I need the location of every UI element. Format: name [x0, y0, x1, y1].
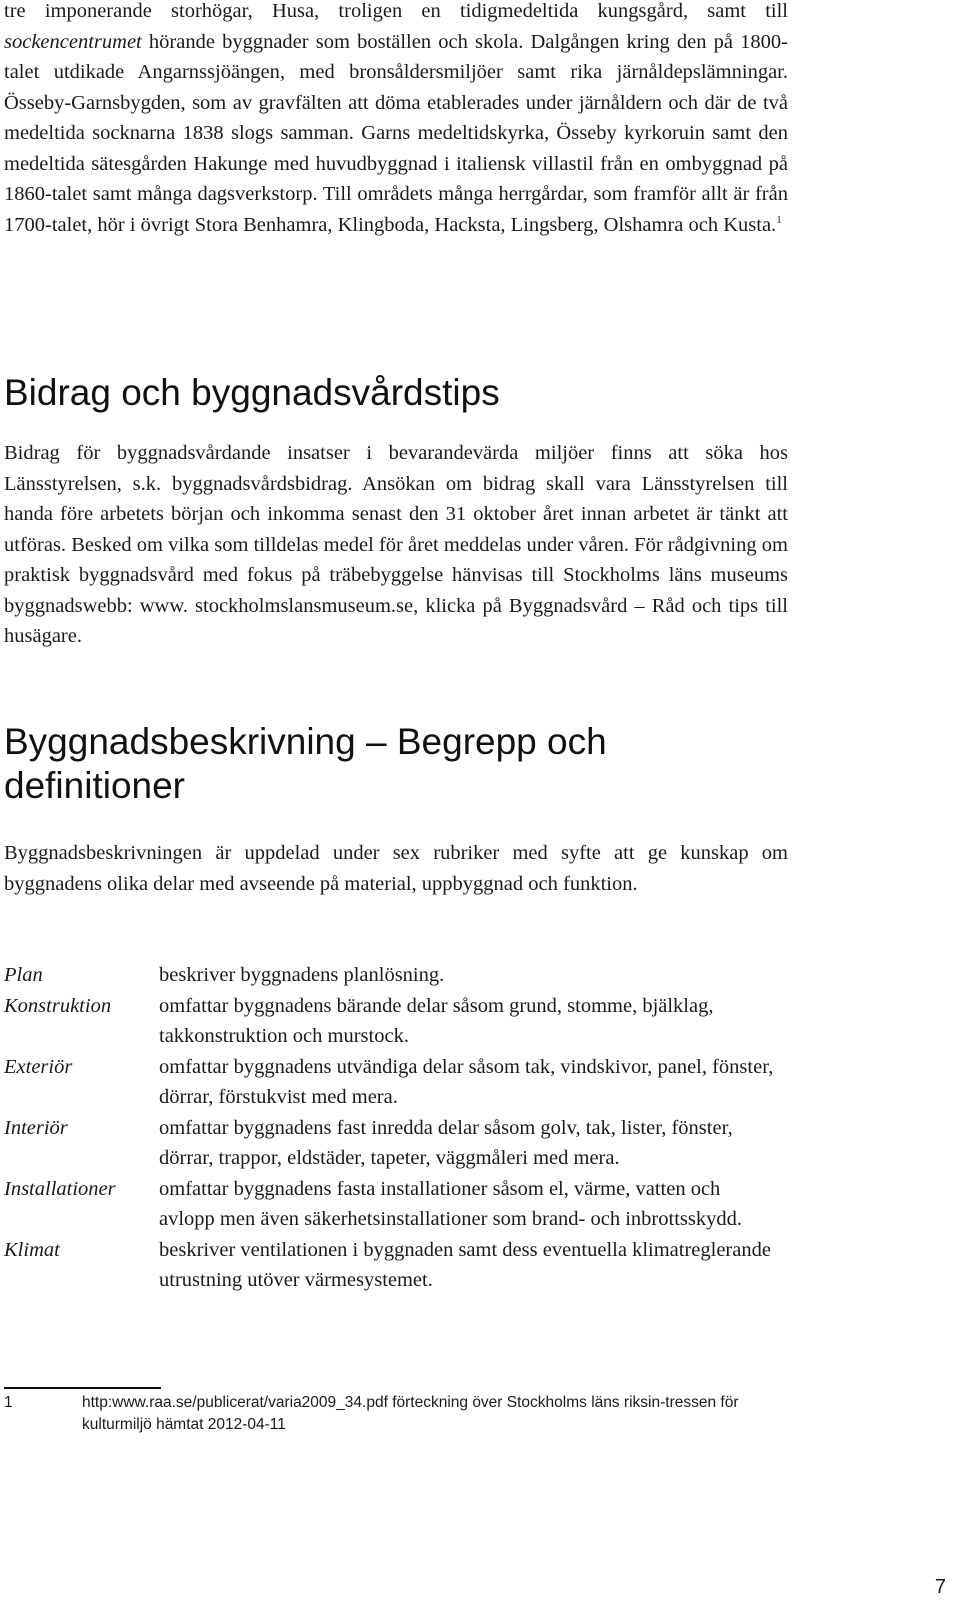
definition-list [4, 960, 794, 1296]
definition-row [4, 1113, 794, 1174]
definition-row [4, 991, 794, 1052]
intro-italic-term: sockencentrumet [4, 30, 142, 53]
definition-text: omfattar byggnadens fast inredda delar såsom golv, tak, lister, fönster, dörrar, trappor, eldstäder, tapeter, väggmåleri med mera. [159, 1116, 733, 1169]
definition-text: beskriver byggnadens planlösning. [159, 964, 445, 986]
intro-text-a: tre imponerande storhögar, Husa, troligen en tidigmedeltida kungsgård, samt till [4, 0, 788, 22]
section-heading-byggnadsbeskrivning: Byggnadsbeskrivning – Begrepp och definitioner [4, 721, 607, 806]
footnote [4, 1392, 784, 1435]
definition-term: Exteriör [4, 1055, 73, 1078]
bidrag-paragraph: Bidrag för byggnadsvårdande insatser i bevarandevärda miljöer finns att söka hos Länsstyrelsen, s.k. byggnadsvårdsbidrag. Ansökan om bidrag skall vara Länsstyrelsen till handa före arbetets början och inkomma senast den 31 oktober året innan arbetet är tänkt att utföras. Besked om vilka som tilldelas medel för året meddelas under våren. För rådgivning om praktisk byggnadsvård med fokus på träbebyggelse hänvisas till Stockholms läns museums byggnadswebb: www. stockholmslansmuseum.se, klicka på Byggnadsvård – Råd och tips till husägare. [4, 442, 788, 647]
footnote-reference[interactable]: 1 [776, 213, 782, 226]
definition-text: omfattar byggnadens fasta installationer såsom el, värme, vatten och avlopp men även säkerhetsinstallationer som brand- och inbrottsskydd. [159, 1177, 742, 1230]
definition-term: Interiör [4, 1116, 68, 1139]
section-heading-bidrag: Bidrag och byggnadsvårdstips [4, 372, 500, 413]
footnote-text: http:www.raa.se/publicerat/varia2009_34.pdf förteckning över Stockholms läns riksin-tressen för kulturmiljö hämtat 2012-04-11 [82, 1394, 739, 1433]
intro-text-b: hörande byggnader som boställen och skola. Dalgången kring den på 1800-talet utdikade Angarnssjöängen, med bronsåldersmiljöer samt rika järnåldерslämningar. Össeby-Garnsbygden, som av gravfälten att döma etablerades under järnåldern och där de två medeltida socknarna 1838 slogs samman. Garns medeltidskyrka, Össeby kyrkoruin samt den medeltida sätesgården Hakunge med huvudbyggnad i italiensk villastil från en ombyggnad på 1860-talet samt många dagsverkstorp. Till områdets många herrgårdar, som framför allt är från 1700-talet, hör i övrigt Stora Benhamra, Klingboda, Hacksta, Lingsberg, Olshamra och Kusta. [4, 30, 788, 236]
definition-row [4, 1052, 794, 1113]
definition-row [4, 1235, 794, 1296]
definition-term: Klimat [4, 1238, 60, 1261]
footnote-divider [4, 1387, 161, 1389]
intro-paragraph [4, 0, 788, 240]
page-number: 7 [934, 1576, 946, 1598]
definition-text: omfattar byggnadens utvändiga delar såsom tak, vindskivor, panel, fönster, dörrar, förstukvist med mera. [159, 1055, 774, 1108]
definition-term: Installationer [4, 1177, 116, 1200]
definition-text: beskriver ventilationen i byggnaden samt dess eventuella klimatreglerande utrustning utöver värmesystemet. [159, 1238, 771, 1291]
footnote-number: 1 [4, 1394, 13, 1411]
definition-term: Plan [4, 964, 43, 986]
definition-row [4, 960, 794, 991]
definition-term: Konstruktion [4, 994, 112, 1017]
definition-text: omfattar byggnadens bärande delar såsom grund, stomme, bjälklag, takkonstruktion och murstock. [159, 994, 714, 1047]
byggnadsbeskrivning-intro: Byggnadsbeskrivningen är uppdelad under sex rubriker med syfte att ge kunskap om byggnadens olika delar med avseende på material, uppbyggnad och funktion. [4, 842, 788, 895]
definition-row [4, 1174, 794, 1235]
